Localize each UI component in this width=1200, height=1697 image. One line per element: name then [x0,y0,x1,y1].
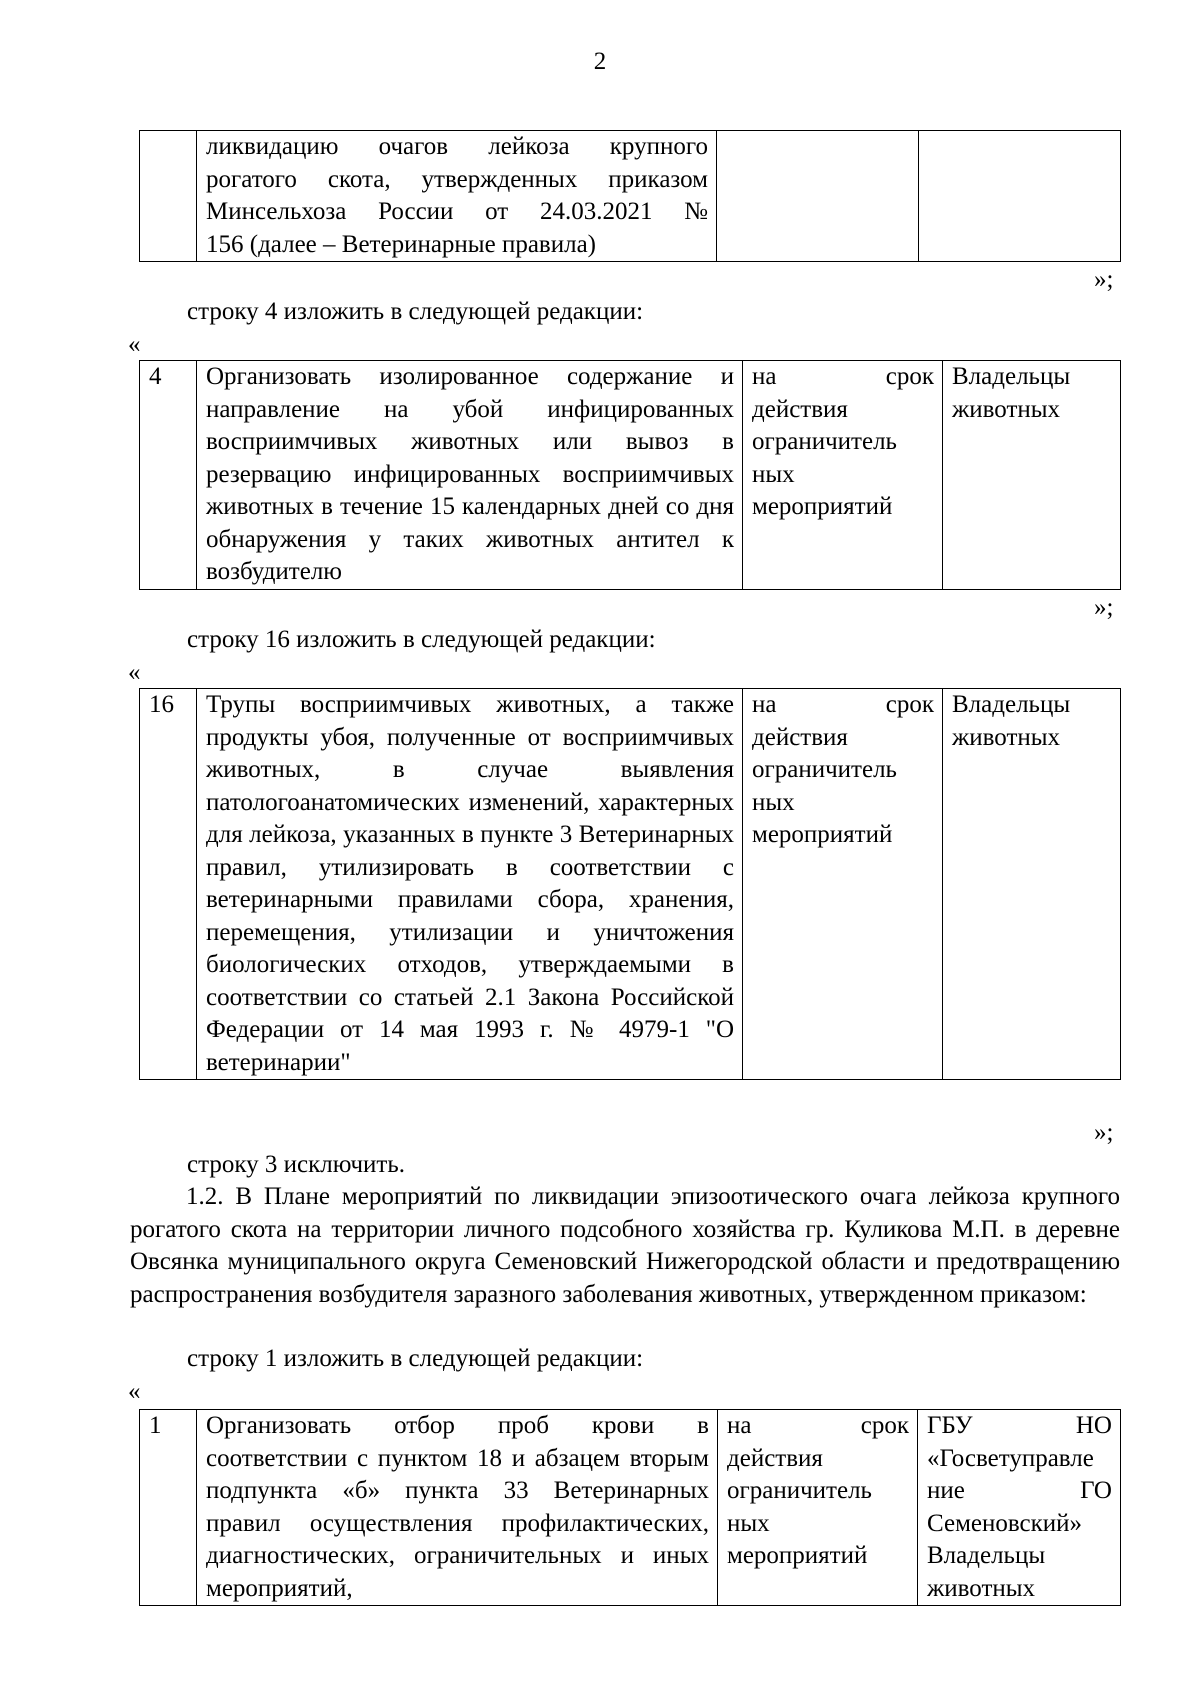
resp-line: ние ГО [927,1477,1112,1504]
cell-action: Организовать отбор проб крови в соответствии с пунктом 18 и абзацем вторым подпункта «б» пункта 33 Ветеринарных правил осуществления профилактических, диагностических, ограничительных и иных мероприятий, [197,1410,718,1606]
text-line: рогатого скота, утвержденных приказом [206,165,708,193]
cell-action: Организовать изолированное содержание и направление на убой инфицированных восприимчивых животных или вывоз в резервацию инфицированных восприимчивых животных в течение 15 календарных дней со дня обнаружения у таких животных антител к возбудителю [197,361,743,590]
term-line: на срок [752,691,934,718]
closing-quote: »; [1094,594,1114,621]
term-line: ограничитель [727,1477,872,1504]
table-row1 [139,1409,1121,1606]
term-line: мероприятий [727,1542,868,1569]
page-number: 2 [593,48,607,75]
term-line: мероприятий [752,821,893,848]
cell-term [743,689,943,1080]
closing-quote: »; [1094,266,1114,293]
cell-term [743,361,943,590]
resp-line: Владельцы [952,691,1071,718]
cell-responsible [918,1410,1121,1606]
instruction-row3: строку 3 исключить. [187,1151,405,1178]
cell-responsible [943,689,1121,1080]
cell-number: 4 [140,361,197,590]
opening-quote: « [128,331,141,358]
cell-action: Трупы восприимчивых животных, а также продукты убоя, полученные от восприимчивых животных, в случае выявления патологоанатомических изменений, характерных для лейкоза, указанных в пункте 3 Ветеринарных правил, утилизировать в соответствии с ветеринарными правилами сбора, хранения, перемещения, утилизации и уничтожения биологических отходов, утверждаемыми в соответствии со статьей 2.1 Закона Российской Федерации от 14 мая 1993 г. № 4979-1 "О ветеринарии" [197,689,743,1080]
resp-line: Владельцы [927,1542,1046,1569]
instruction-row16: строку 16 изложить в следующей редакции: [187,626,656,653]
table-continuation [139,130,1121,262]
cell-number [140,131,197,262]
resp-line: Владельцы [952,363,1071,390]
table-row4 [139,360,1121,590]
term-line: ных [752,460,795,488]
cell-number: 16 [140,689,197,1080]
text-line: Минсельхоза России от 24.03.2021 № [206,198,708,225]
text-line: 156 (далее – Ветеринарные правила) [206,230,597,258]
resp-line: Семеновский» [927,1509,1083,1537]
opening-quote: « [128,659,141,686]
term-line: ограничитель [752,756,897,783]
term-line: ных [727,1509,770,1537]
resp-line: животных [927,1574,1036,1602]
opening-quote: « [128,1378,141,1405]
closing-quote: »; [1094,1119,1114,1146]
instruction-row4: строку 4 изложить в следующей редакции: [187,298,644,325]
resp-line: животных [952,723,1061,751]
resp-line: «Госветуправле [927,1444,1094,1472]
term-line: ограничитель [752,428,897,455]
term-line: действия [752,395,848,423]
cell-term [718,1410,918,1606]
term-line: ных [752,788,795,816]
cell-number: 1 [140,1410,197,1606]
text-line: ликвидацию очагов лейкоза крупного [206,133,708,160]
cell-responsible [919,131,1121,262]
term-line: действия [752,723,848,751]
term-line: мероприятий [752,493,893,520]
term-line: на срок [727,1412,909,1439]
paragraph-1-2 [130,1181,1120,1311]
table-row [140,131,1121,262]
resp-line: животных [952,395,1061,423]
term-line: действия [727,1444,823,1472]
cell-term [717,131,919,262]
term-line: на срок [752,363,934,390]
instruction-row1: строку 1 изложить в следующей редакции: [187,1345,644,1372]
cell-action [197,131,717,262]
paragraph-text: 1.2. В Плане мероприятий по ликвидации эпизоотического очага лейкоза крупного рогатого скота на территории личного подсобного хозяйства гр. Куликова М.П. в деревне Овсянка муниципального округа Семеновский Нижегородской области и предотвращению распространения возбудителя заразного заболевания животных, утвержденном приказом: [130,1183,1120,1308]
table-row [140,689,1121,1080]
table-row16 [139,688,1121,1080]
table-row [140,361,1121,590]
cell-responsible [943,361,1121,590]
resp-line: ГБУ НО [927,1412,1112,1439]
table-row [140,1410,1121,1606]
